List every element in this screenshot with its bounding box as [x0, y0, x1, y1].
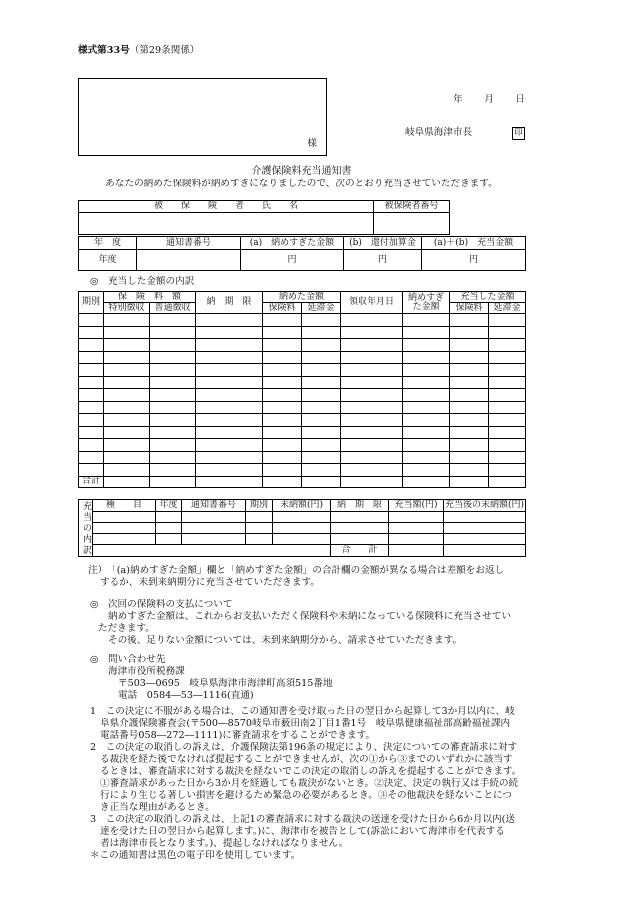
breakdown-row-cell [450, 451, 489, 464]
breakdown-row-cell [489, 414, 526, 427]
breakdown-row-cell [263, 439, 302, 452]
next-payment-line: ただきます。 [98, 623, 155, 634]
allocation-row-cell [156, 534, 182, 545]
breakdown-row-cell [489, 426, 526, 439]
breakdown-row-cell [150, 426, 196, 439]
contact-heading: ◎ 問い合わせ先 [90, 654, 166, 665]
breakdown-row [79, 326, 526, 339]
breakdown-row-cell [79, 339, 104, 352]
legal-line: 者は海津市長となります。)、提起しなければなりません。 [100, 838, 349, 849]
breakdown-row-cell [104, 339, 150, 352]
allocation-row-cell [273, 523, 331, 534]
breakdown-row-cell [403, 451, 450, 464]
overpaid-header-line-1: 納めすぎ [408, 292, 445, 303]
breakdown-total-label: 合計 [79, 476, 104, 487]
breakdown-row-cell [302, 439, 341, 452]
breakdown-row-cell [150, 389, 196, 402]
allocation-row-cell [156, 523, 182, 534]
breakdown-row-cell [196, 439, 263, 452]
breakdown-row-cell [150, 401, 196, 414]
refund-addition-header: (b) 還付加算金 [344, 237, 422, 250]
breakdown-total-cell [263, 476, 302, 487]
breakdown-row-cell [150, 314, 196, 327]
period-header: 期別 [79, 292, 104, 314]
breakdown-row [79, 464, 526, 477]
contact-block [90, 654, 528, 702]
applied-amount-header: (a)＋(b) 充当金額 [422, 237, 526, 250]
next-payment-line: 納めすぎた金額は、これからお支払いただく保険料や未納になっている保険料に充当させてい [108, 611, 511, 622]
breakdown-row-cell [450, 464, 489, 477]
legal-line: 3 この決定の取消しの訴えは、上記1の審査請求に対する裁決の送達を受けた日から6か月以内(送 [90, 814, 515, 825]
notice-number-header: 通知書番号 [137, 237, 241, 250]
breakdown-row-cell [104, 376, 150, 389]
due-date-header: 納 期 限 [196, 292, 263, 314]
legal-line: 達を受けた日の翌日から起算します。)に、海津市を被告として(訴訟において海津市を代表する [100, 826, 505, 837]
form-number [78, 46, 200, 56]
allocation-row [79, 523, 526, 534]
date-month: 月 [484, 94, 494, 105]
breakdown-row-cell [341, 439, 403, 452]
breakdown-row-cell [403, 389, 450, 402]
breakdown-row-cell [341, 326, 403, 339]
breakdown-row-cell [403, 326, 450, 339]
insured-table [78, 200, 450, 235]
allocation-total-row [79, 545, 526, 557]
allocation-row-cell [182, 512, 246, 523]
breakdown-row-cell [150, 351, 196, 364]
breakdown-row-cell [263, 426, 302, 439]
breakdown-row-cell [450, 414, 489, 427]
legal-line: 阜県介護保険審査会(〒500―8570岐阜市薮田南2丁目1番1号 岐阜県健康福祉部高齢福祉課内 [100, 718, 511, 729]
legal-line: 2 この決定の取消しの訴えは、介護保険法第196条の規定により、決定についての審査請求に対す [90, 742, 518, 753]
breakdown-row-cell [79, 326, 104, 339]
breakdown-row-cell [450, 401, 489, 414]
breakdown-row-cell [104, 351, 150, 364]
allocation-row-cell [331, 523, 389, 534]
breakdown-row-cell [450, 376, 489, 389]
paid-amount-header: 納めた金額 [263, 292, 341, 303]
applied-premium-header: 保険料 [450, 303, 489, 314]
breakdown-total-row [79, 476, 526, 487]
electronic-seal-footnote: ＊この通知書は黒色の電子印を使用しています。 [90, 850, 301, 861]
contact-office: 海津市役所税務課 [108, 666, 185, 677]
breakdown-row-cell [263, 464, 302, 477]
allocation-row-cell [182, 534, 246, 545]
breakdown-row-cell [341, 401, 403, 414]
breakdown-row-cell [263, 314, 302, 327]
breakdown-row-cell [150, 464, 196, 477]
legal-line: き正当な理由があるとき。 [100, 802, 215, 813]
intro-text: あなたの納めた保険料が納めすぎになりましたので、次のとおり充当させていただきます。 [105, 179, 498, 189]
breakdown-row-cell [263, 376, 302, 389]
breakdown-row-cell [341, 364, 403, 377]
breakdown-row-cell [79, 364, 104, 377]
remaining-unpaid-header: 充当後の未納額(円) [444, 500, 525, 510]
breakdown-row [79, 426, 526, 439]
breakdown-row-cell [403, 376, 450, 389]
note-line: 注） 「(a)納めすぎた金額」欄と「納めすぎた金額」の合計欄の金額が異なる場合は差額をお返し [88, 565, 505, 576]
breakdown-row-cell [196, 464, 263, 477]
allocation-row-cell [389, 534, 444, 545]
allocation-row [79, 512, 526, 523]
allocation-row-cell [93, 534, 156, 545]
allocation-row-cell [331, 534, 389, 545]
breakdown-row [79, 401, 526, 414]
breakdown-row-cell [196, 314, 263, 327]
breakdown-row-cell [104, 414, 150, 427]
legal-item-2 [90, 742, 528, 814]
breakdown-row-cell [489, 451, 526, 464]
allocation-row-cell [156, 512, 182, 523]
allocation-total-label: 合 計 [331, 545, 389, 557]
allocation-row-cell [331, 512, 389, 523]
allocation-row-cell [246, 523, 273, 534]
breakdown-row-cell [341, 339, 403, 352]
honorific-sama: 様 [307, 138, 317, 150]
breakdown-row-cell [302, 414, 341, 427]
form-number-label: 様式第33号 [78, 45, 130, 56]
breakdown-row [79, 451, 526, 464]
breakdown-row-cell [450, 339, 489, 352]
allocation-row-cell [444, 523, 526, 534]
breakdown-total-cell [341, 476, 403, 487]
legal-line: る裁決を経た後でなければ提起することができませんが、次の①から③までのいずれかに該当す [100, 754, 513, 765]
breakdown-table [78, 291, 526, 488]
alloc-period-header: 期別 [246, 500, 273, 512]
breakdown-row-cell [104, 389, 150, 402]
breakdown-row-cell [302, 339, 341, 352]
legal-line: 1 この決定に不服がある場合は、この通知書を受け取った日の翌日から起算して3か月以内に、岐 [90, 706, 515, 717]
breakdown-row-cell [104, 401, 150, 414]
allocation-row-cell [246, 534, 273, 545]
next-payment-line: その後、足りない金額については、未到来納期分から、請求させていただきます。 [108, 635, 463, 646]
allocation-row-cell [93, 523, 156, 534]
breakdown-row-cell [403, 439, 450, 452]
breakdown-row-cell [196, 376, 263, 389]
overpaid-header [403, 292, 450, 314]
breakdown-row-cell [104, 326, 150, 339]
breakdown-row-cell [79, 464, 104, 477]
breakdown-row [79, 364, 526, 377]
breakdown-row [79, 314, 526, 327]
breakdown-heading: ◎ 充当した金額の内訳 [90, 276, 195, 287]
breakdown-total-cell [104, 476, 150, 487]
legal-item-3 [90, 814, 528, 850]
breakdown-row-cell [403, 401, 450, 414]
amount-table [78, 236, 526, 271]
breakdown-row [79, 376, 526, 389]
breakdown-row-cell [302, 351, 341, 364]
allocation-row-cell [93, 512, 156, 523]
breakdown-row-cell [450, 364, 489, 377]
breakdown-row-cell [150, 326, 196, 339]
breakdown-row [79, 414, 526, 427]
breakdown-row-cell [341, 464, 403, 477]
contact-address: 〒503―0695 岐阜県海津市海津町高須515番地 [118, 678, 333, 689]
breakdown-row-cell [263, 351, 302, 364]
breakdown-row-cell [450, 439, 489, 452]
breakdown-row-cell [196, 364, 263, 377]
breakdown-row-cell [79, 376, 104, 389]
breakdown-row-cell [196, 426, 263, 439]
breakdown-row-cell [104, 464, 150, 477]
next-payment-heading: ◎ 次回の保険料の支払について [90, 599, 233, 610]
unpaid-header: 未納額(円) [273, 500, 331, 512]
legal-line: 電話番号058―272―1111)に審査請求をすることができます。 [100, 730, 376, 741]
breakdown-row-cell [341, 389, 403, 402]
special-collection-header: 特別徴収 [104, 303, 150, 314]
breakdown-row-cell [150, 364, 196, 377]
breakdown-row-cell [403, 464, 450, 477]
breakdown-row-cell [79, 401, 104, 414]
note-line: するか、未到来納期分に充当させていただきます。 [100, 577, 320, 588]
insured-number-header: 被保険者番号 [374, 201, 450, 213]
breakdown-row-cell [196, 339, 263, 352]
breakdown-row-cell [263, 389, 302, 402]
breakdown-row-cell [403, 351, 450, 364]
allocation-row-cell [444, 512, 526, 523]
breakdown-row-cell [489, 389, 526, 402]
breakdown-row-cell [79, 314, 104, 327]
breakdown-row-cell [302, 389, 341, 402]
breakdown-row-cell [79, 426, 104, 439]
breakdown-row-cell [450, 426, 489, 439]
breakdown-row-cell [150, 339, 196, 352]
allocation-table [78, 499, 526, 557]
breakdown-row-cell [489, 364, 526, 377]
breakdown-row-cell [489, 439, 526, 452]
breakdown-row-cell [489, 351, 526, 364]
seal-stamp-box: 印 [512, 127, 525, 140]
fiscal-year-cell: 年度 [79, 250, 137, 271]
legal-line: 行により生じる著しい損害を避けるため緊急の必要があるとき。③その他裁決を経ないことにつ [100, 790, 512, 801]
breakdown-total-cell [196, 476, 263, 487]
breakdown-row-cell [489, 314, 526, 327]
allocation-total-applied [389, 545, 444, 557]
breakdown-row-cell [489, 339, 526, 352]
breakdown-row-cell [196, 401, 263, 414]
breakdown-total-cell [302, 476, 341, 487]
breakdown-row-cell [302, 376, 341, 389]
breakdown-row-cell [489, 464, 526, 477]
breakdown-row-cell [302, 314, 341, 327]
breakdown-row-cell [302, 464, 341, 477]
paid-late-fee-header: 延滞金 [302, 303, 341, 314]
breakdown-row-cell [450, 389, 489, 402]
legal-block [90, 706, 528, 862]
breakdown-row-cell [263, 414, 302, 427]
breakdown-row-cell [302, 426, 341, 439]
breakdown-row-cell [341, 351, 403, 364]
breakdown-row-cell [263, 364, 302, 377]
breakdown-row [79, 339, 526, 352]
breakdown-total-cell [403, 476, 450, 487]
breakdown-row-cell [196, 451, 263, 464]
breakdown-row-cell [196, 389, 263, 402]
breakdown-row-cell [302, 364, 341, 377]
breakdown-total-cell [450, 476, 489, 487]
breakdown-row [79, 439, 526, 452]
breakdown-row-cell [263, 339, 302, 352]
breakdown-row-cell [302, 326, 341, 339]
breakdown-row-cell [79, 351, 104, 364]
allocation-row-cell [389, 512, 444, 523]
allocation-row-cell [182, 523, 246, 534]
breakdown-row-cell [450, 314, 489, 327]
breakdown-row-cell [150, 376, 196, 389]
ordinary-collection-header: 普通徴収 [150, 303, 196, 314]
contact-phone: 電話 0584―53―1116(直通) [118, 690, 254, 701]
applied-amount-cell: 円 [422, 250, 526, 271]
breakdown-row-cell [79, 389, 104, 402]
alloc-notice-number-header: 通知書番号 [182, 500, 246, 512]
breakdown-row-cell [403, 426, 450, 439]
breakdown-row-cell [341, 314, 403, 327]
applied-late-fee-header: 延滞金 [489, 303, 526, 314]
insured-number-cell [374, 213, 450, 235]
allocation-row [79, 534, 526, 545]
legal-item-1 [90, 706, 528, 742]
breakdown-row-cell [263, 401, 302, 414]
breakdown-row-cell [104, 364, 150, 377]
breakdown-row-cell [150, 439, 196, 452]
item-header: 種 目 [93, 500, 156, 512]
breakdown-row-cell [489, 326, 526, 339]
allocation-row-cell [273, 512, 331, 523]
date-year: 年 [453, 94, 463, 105]
overpaid-amount-header: (a) 納めすぎた金額 [241, 237, 344, 250]
premium-header: 保 険 料 額 [104, 292, 196, 303]
breakdown-row-cell [489, 376, 526, 389]
allocation-total-blank [93, 545, 331, 557]
allocation-row-cell [273, 534, 331, 545]
breakdown-row-cell [403, 364, 450, 377]
fiscal-year-header: 年 度 [79, 237, 137, 250]
breakdown-row-cell [79, 451, 104, 464]
allocation-row-cell [246, 512, 273, 523]
breakdown-row-cell [341, 426, 403, 439]
breakdown-row-cell [104, 314, 150, 327]
breakdown-row-cell [341, 451, 403, 464]
allocation-side-label [79, 500, 93, 557]
breakdown-row-cell [302, 451, 341, 464]
alloc-fiscal-year-header: 年度 [156, 500, 182, 512]
document-title: 介護保険料充当通知書 [251, 166, 352, 177]
insured-name-cell [79, 213, 374, 235]
allocation-side-label-text: 充当の内訳 [81, 500, 91, 556]
legal-line: ①審査請求があった日から3か月を経過しても裁決がないとき。②決定、決定の執行又は手続の続 [100, 778, 519, 789]
breakdown-row [79, 389, 526, 402]
breakdown-row-cell [341, 414, 403, 427]
alloc-due-date-header: 納 期 限 [331, 500, 389, 512]
breakdown-total-cell [150, 476, 196, 487]
breakdown-row-cell [150, 451, 196, 464]
address-box [78, 78, 327, 156]
breakdown-row-cell [403, 414, 450, 427]
issuer-name: 岐阜県海津市長 [405, 127, 473, 138]
form-article: （第29条関係） [129, 45, 200, 56]
breakdown-total-cell [489, 476, 526, 487]
breakdown-row-cell [403, 339, 450, 352]
allocation-row-cell [389, 523, 444, 534]
overpaid-header-line-2: た金額 [412, 301, 440, 312]
breakdown-row-cell [196, 414, 263, 427]
breakdown-row-cell [489, 401, 526, 414]
allocation-row-cell [444, 534, 526, 545]
legal-line: るときは、審査請求に対する裁決を経ないでこの決定の取消しの訴えを提起することができます。 [100, 766, 522, 777]
breakdown-row-cell [196, 351, 263, 364]
breakdown-row-cell [79, 414, 104, 427]
breakdown-row-cell [104, 439, 150, 452]
notice-number-cell [137, 250, 241, 271]
applied-header: 充当した金額 [450, 292, 526, 303]
breakdown-row [79, 351, 526, 364]
alloc-applied-header: 充当額(円) [389, 500, 444, 512]
breakdown-row-cell [263, 326, 302, 339]
breakdown-row-cell [450, 351, 489, 364]
refund-addition-cell: 円 [344, 250, 422, 271]
paid-premium-header: 保険料 [263, 303, 302, 314]
breakdown-row-cell [104, 426, 150, 439]
receipt-date-header: 領収年月日 [341, 292, 403, 314]
breakdown-row-cell [403, 314, 450, 327]
insured-name-header: 被 保 険 者 氏 名 [79, 201, 374, 213]
next-payment-block [90, 599, 528, 647]
allocation-total-remaining [444, 545, 526, 557]
breakdown-row-cell [196, 326, 263, 339]
date-day: 日 [515, 94, 525, 105]
breakdown-row-cell [450, 326, 489, 339]
issue-date [453, 95, 525, 105]
note-block [88, 565, 526, 589]
breakdown-row-cell [302, 401, 341, 414]
breakdown-row-cell [79, 439, 104, 452]
breakdown-row-cell [263, 451, 302, 464]
breakdown-row-cell [341, 376, 403, 389]
breakdown-row-cell [150, 414, 196, 427]
overpaid-amount-cell: 円 [241, 250, 344, 271]
breakdown-row-cell [104, 451, 150, 464]
